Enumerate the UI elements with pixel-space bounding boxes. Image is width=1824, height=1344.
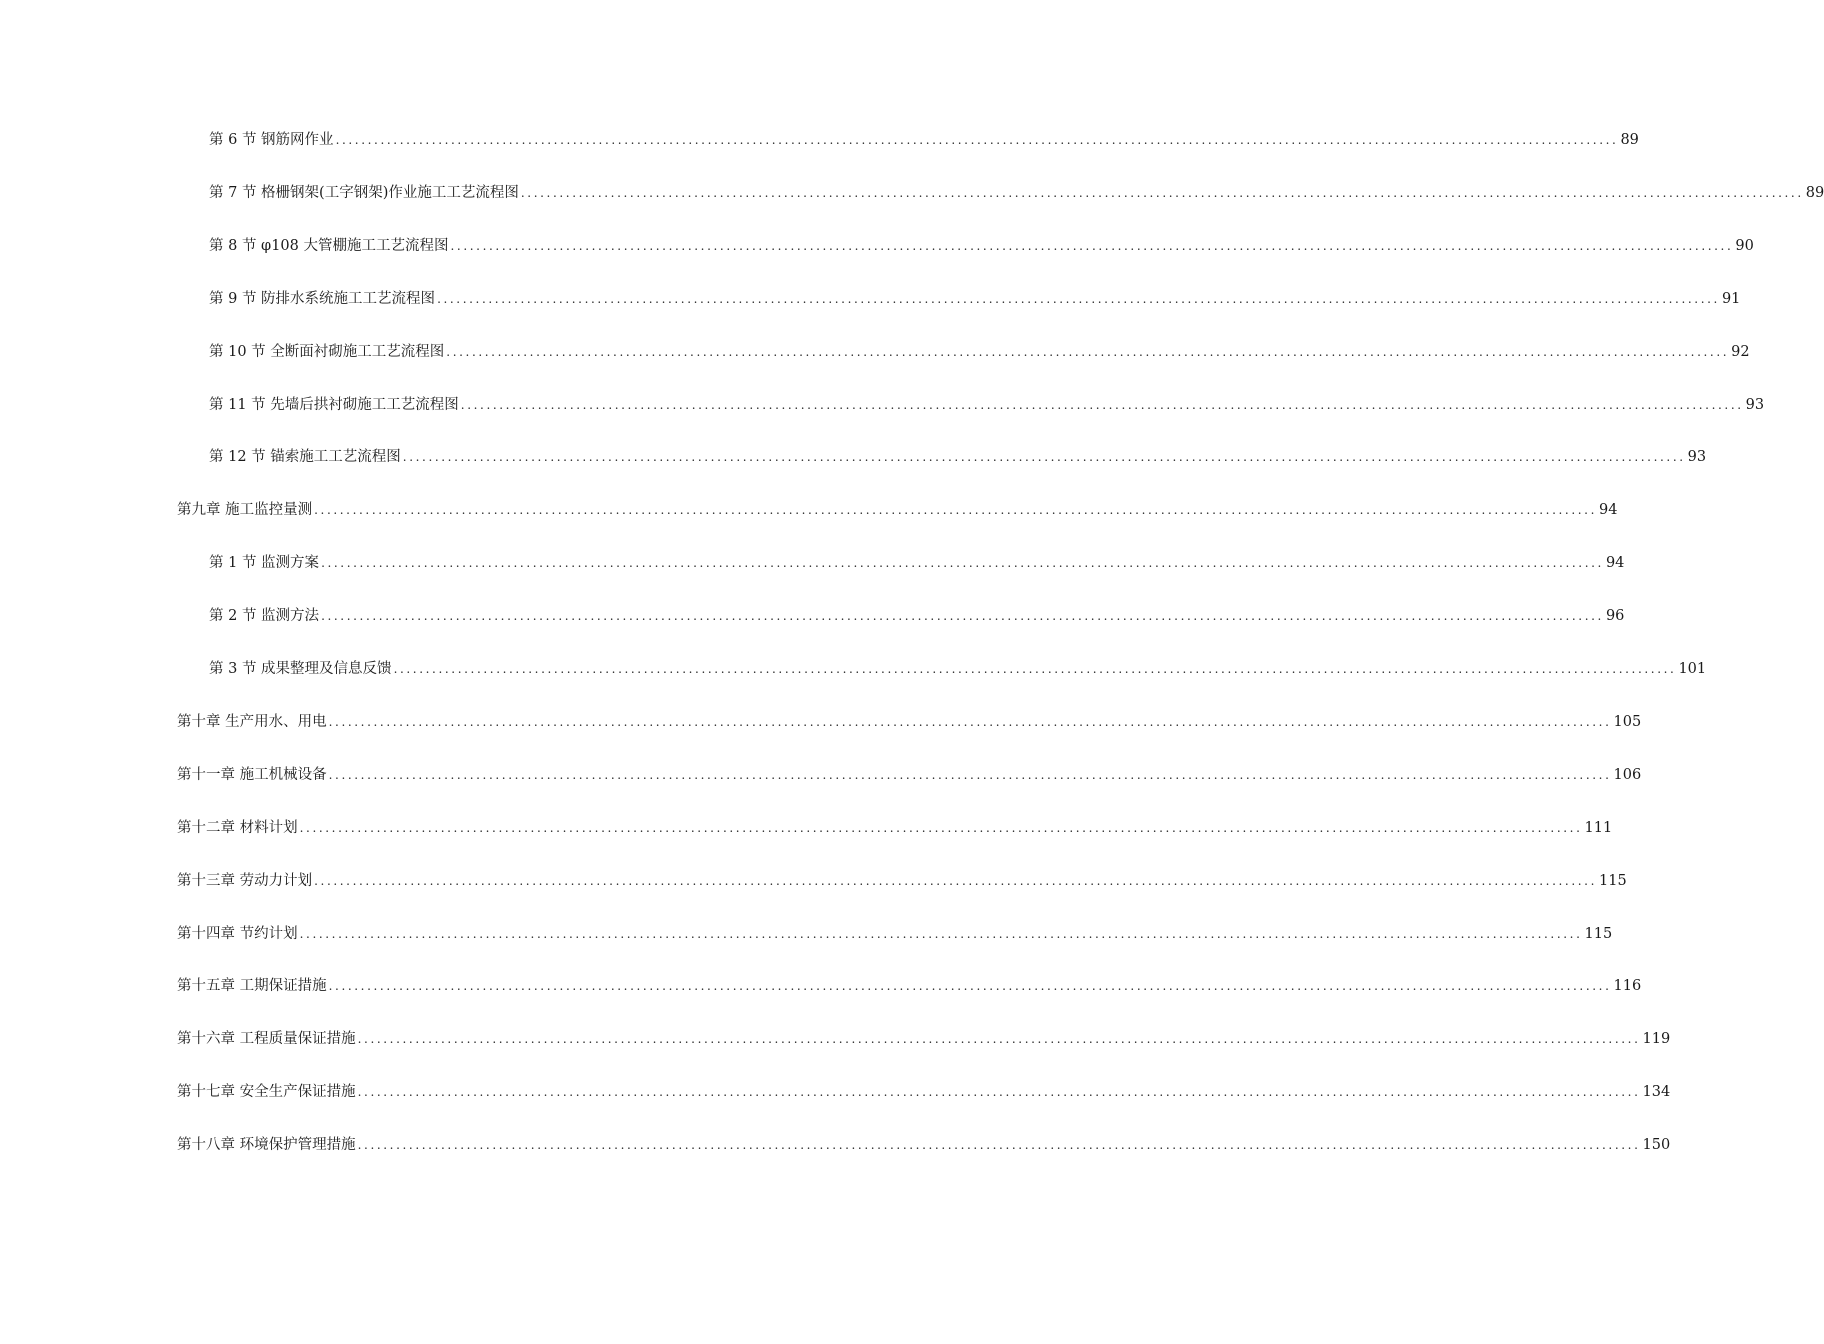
toc-entry-title: 第十六章 工程质量保证措施 (177, 1031, 356, 1047)
toc-dot-leader: ........................................................................................................................................................................................................ (357, 1032, 1641, 1046)
toc-dot-leader: ........................................................................................................................................................................................................ (299, 821, 1583, 835)
toc-dot-leader: ........................................................................................................................................................................................................ (328, 768, 1612, 782)
toc-entry-title: 第十五章 工期保证措施 (177, 978, 327, 994)
toc-entry-title: 第 7 节 格栅钢架(工字钢架)作业施工工艺流程图 (209, 185, 519, 201)
toc-dot-leader: ........................................................................................................................................................................................................ (357, 1138, 1641, 1152)
toc-entry-title: 第 10 节 全断面衬砌施工工艺流程图 (209, 344, 445, 360)
toc-section-entry[interactable] (209, 549, 1625, 573)
toc-entry-title: 第 9 节 防排水系统施工工艺流程图 (209, 291, 436, 307)
toc-entry-title: 第十三章 劳动力计划 (177, 873, 313, 889)
toc-chapter-entry[interactable] (177, 708, 1642, 732)
toc-page-number: 115 (1599, 873, 1627, 889)
toc-entry-title: 第十章 生产用水、用电 (177, 714, 327, 730)
toc-page-number: 134 (1642, 1084, 1671, 1100)
toc-chapter-entry[interactable] (177, 496, 1618, 520)
toc-page-number: 89 (1620, 132, 1639, 148)
toc-entry-title: 第 2 节 监测方法 (209, 608, 320, 624)
toc-page-number: 101 (1678, 661, 1707, 677)
toc-page-number: 94 (1605, 555, 1625, 571)
toc-dot-leader: ........................................................................................................................................................................................................ (402, 450, 1686, 464)
toc-entry-title: 第十二章 材料计划 (177, 820, 298, 836)
toc-page-number: 92 (1731, 344, 1750, 360)
toc-dot-leader: ........................................................................................................................................................................................................ (321, 609, 1604, 623)
toc-page-number: 116 (1613, 978, 1642, 994)
toc-entry-title: 第十四章 节约计划 (177, 926, 298, 942)
toc-page-number: 119 (1642, 1031, 1671, 1047)
toc-dot-leader: ........................................................................................................................................................................................................ (314, 874, 1597, 888)
toc-chapter-entry[interactable] (177, 1078, 1671, 1102)
toc-chapter-entry[interactable] (177, 1131, 1671, 1155)
toc-page-number: 105 (1613, 714, 1642, 730)
toc-entry-title: 第 11 节 先墙后拱衬砌施工工艺流程图 (209, 397, 459, 413)
toc-entry-title: 第 1 节 监测方案 (209, 555, 320, 571)
toc-chapter-entry[interactable] (177, 761, 1642, 785)
toc-chapter-entry[interactable] (177, 920, 1613, 944)
toc-section-entry[interactable] (209, 179, 1824, 203)
toc-page-number: 89 (1805, 185, 1824, 201)
toc-section-entry[interactable] (209, 602, 1625, 626)
toc-section-entry[interactable] (209, 655, 1707, 679)
toc-entry-title: 第 12 节 锚索施工工艺流程图 (209, 449, 401, 465)
toc-dot-leader: ........................................................................................................................................................................................................ (446, 345, 1730, 359)
toc-dot-leader: ........................................................................................................................................................................................................ (437, 292, 1720, 306)
toc-dot-leader: ........................................................................................................................................................................................................ (393, 662, 1677, 676)
toc-chapter-entry[interactable] (177, 814, 1613, 838)
toc-page-number: 150 (1642, 1137, 1671, 1153)
toc-dot-leader: ........................................................................................................................................................................................................ (321, 556, 1604, 570)
toc-dot-leader: ........................................................................................................................................................................................................ (314, 503, 1597, 517)
toc-section-entry[interactable] (209, 338, 1750, 362)
toc-dot-leader: ........................................................................................................................................................................................................ (328, 979, 1612, 993)
toc-section-entry[interactable] (209, 285, 1741, 309)
toc-dot-leader: ........................................................................................................................................................................................................ (450, 239, 1734, 253)
toc-dot-leader: ........................................................................................................................................................................................................ (328, 715, 1612, 729)
toc-entry-title: 第九章 施工监控量测 (177, 502, 313, 518)
toc-chapter-entry[interactable] (177, 1025, 1671, 1049)
toc-chapter-entry[interactable] (177, 972, 1642, 996)
toc-page-number: 90 (1735, 238, 1754, 254)
toc-page-number: 91 (1721, 291, 1741, 307)
toc-section-entry[interactable] (209, 126, 1639, 150)
toc-entry-title: 第 3 节 成果整理及信息反馈 (209, 661, 392, 677)
toc-page-number: 96 (1605, 608, 1625, 624)
toc-entry-title: 第十七章 安全生产保证措施 (177, 1084, 356, 1100)
toc-page-number: 115 (1584, 926, 1613, 942)
toc-dot-leader: ........................................................................................................................................................................................................ (335, 133, 1619, 147)
toc-entry-title: 第十八章 环境保护管理措施 (177, 1137, 356, 1153)
toc-page-number: 93 (1745, 397, 1765, 413)
toc-entry-title: 第 6 节 钢筋网作业 (209, 132, 334, 148)
toc-page-number: 93 (1687, 449, 1707, 465)
toc-entry-title: 第 8 节 φ108 大管棚施工工艺流程图 (209, 238, 449, 254)
toc-page-number: 94 (1599, 502, 1618, 518)
toc-dot-leader: ........................................................................................................................................................................................................ (520, 186, 1804, 200)
toc-chapter-entry[interactable] (177, 867, 1627, 891)
toc-page-number: 106 (1613, 767, 1642, 783)
toc-page-number: 111 (1584, 820, 1613, 836)
toc-entry-title: 第十一章 施工机械设备 (177, 767, 327, 783)
toc-dot-leader: ........................................................................................................................................................................................................ (357, 1085, 1641, 1099)
toc-dot-leader: ........................................................................................................................................................................................................ (460, 398, 1744, 412)
toc-section-entry[interactable] (209, 391, 1765, 415)
toc-section-entry[interactable] (209, 443, 1707, 467)
toc-dot-leader: ........................................................................................................................................................................................................ (299, 927, 1583, 941)
toc-section-entry[interactable] (209, 232, 1754, 256)
